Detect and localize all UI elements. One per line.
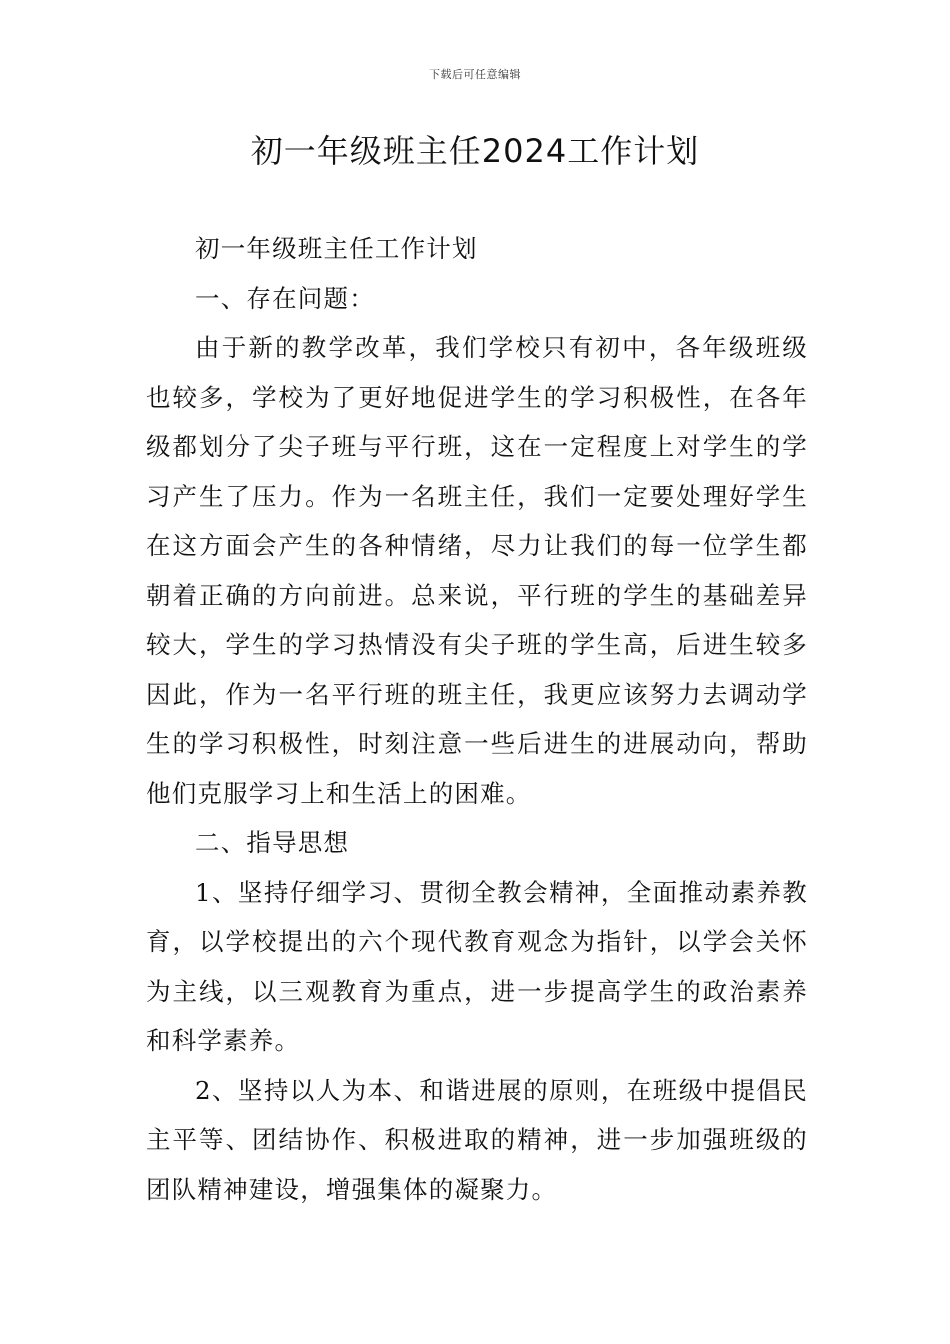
document-title: 初一年级班主任2024工作计划 [250, 132, 700, 170]
guiding-idea-item-1: 1、坚持仔细学习、贯彻全教会精神，全面推动素养教育，以学校提出的六个现代教育观念为指针，以学会关怀为主线，以三观教育为重点，进一步提高学生的政治素养和科学素养。 [146, 877, 808, 1055]
header-note: 下载后可任意编辑 [429, 68, 521, 81]
subtitle-paragraph: 初一年级班主任工作计划 [195, 234, 478, 263]
problems-paragraph: 由于新的教学改革，我们学校只有初中，各年级班级也较多，学校为了更好地促进学生的学习积极性，在各年级都划分了尖子班与平行班，这在一定程度上对学生的学习产生了压力。作为一名班主任，我们一定要处理好学生在这方面会产生的各种情绪，尽力让我们的每一位学生都朝着正确的方向前进。总来说，平行班的学生的基础差异较大，学生的学习热情没有尖子班的学生高，后进生较多因此，作为一名平行班的班主任，我更应该努力去调动学生的学习积极性，时刻注意一些后进生的进展动向，帮助他们克服学习上和生活上的困难。 [146, 333, 808, 808]
guiding-idea-item-2: 2、坚持以人为本、和谐进展的原则，在班级中提倡民主平等、团结协作、积极进取的精神，进一步加强班级的团队精神建设，增强集体的凝聚力。 [146, 1075, 808, 1204]
section-heading-guiding-ideas: 二、指导思想 [195, 828, 350, 857]
section-heading-problems: 一、存在问题： [195, 283, 375, 313]
document-body [146, 224, 808, 1214]
